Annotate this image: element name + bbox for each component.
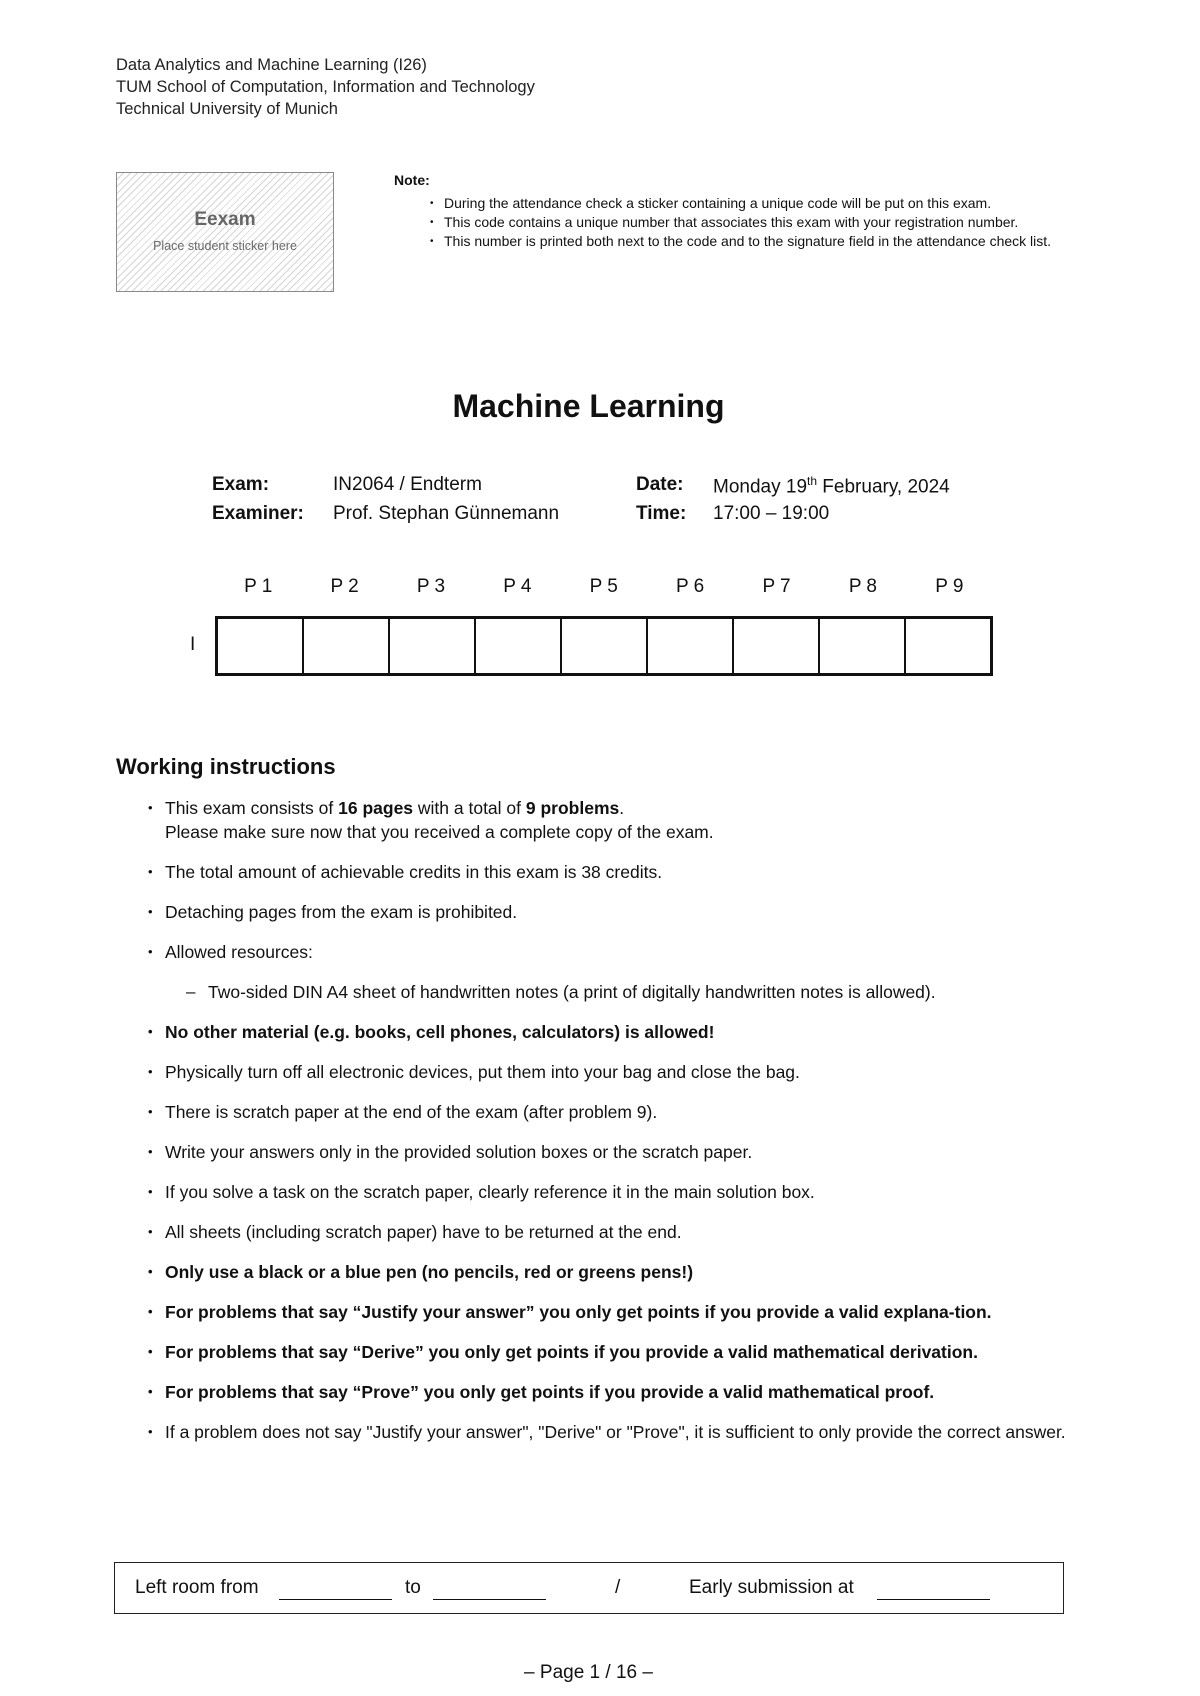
time-value: 17:00 – 19:00 [713,503,830,524]
note-item: • This number is printed both next to the code and to the signature field in the attendance check list. [394,232,1074,251]
problem-column-label: P 6 [676,576,705,597]
instruction-item: • No other material (e.g. books, cell phones, calculators) is allowed! [148,1020,1078,1044]
attendance-note [394,172,1074,251]
problem-column-label: P 1 [244,576,273,597]
exam-title: Machine Learning [452,388,725,424]
separator-slash: / [615,1577,621,1598]
page-number: – Page 1 / 16 – [524,1662,653,1683]
examiner-value: Prof. Stephan Günnemann [333,503,560,524]
examiner-label: Examiner: [212,503,304,524]
header-line-department: Data Analytics and Machine Learning (I26) [116,56,427,74]
room-leave-box [114,1562,1064,1614]
early-submission-label: Early submission at [689,1577,854,1598]
sticker-title: Eexam [194,209,256,230]
instruction-item: • For problems that say “Derive” you only get points if you provide a valid mathematical derivation. [148,1340,1078,1364]
instruction-item: • For problems that say “Justify your answer” you only get points if you provide a valid explana-tion. [148,1300,1078,1324]
problem-column-label: P 2 [330,576,359,597]
institution-header [116,54,535,120]
instruction-item: • There is scratch paper at the end of the exam (after problem 9). [148,1100,1078,1124]
points-cell [304,619,390,673]
instruction-subitem: – Two-sided DIN A4 sheet of handwritten notes (a print of digitally handwritten notes is allowed). [148,980,1078,1004]
sticker-subtitle: Place student sticker here [153,239,297,253]
instruction-item: • The total amount of achievable credits in this exam is 38 credits. [148,860,1078,884]
instruction-item: • Write your answers only in the provided solution boxes or the scratch paper. [148,1140,1078,1164]
points-cell [390,619,476,673]
instruction-list [148,796,1078,1444]
instruction-item: • If you solve a task on the scratch paper, clearly reference it in the main solution box. [148,1180,1078,1204]
points-cell [476,619,562,673]
left-room-time-field[interactable] [279,1599,392,1600]
instruction-item: • If a problem does not say "Justify your answer", "Derive" or "Prove", it is sufficient to only provide the correct answer. [148,1420,1078,1444]
note-item: • During the attendance check a sticker containing a unique code will be put on this exam. [394,194,1074,213]
instruction-item: • Physically turn off all electronic devices, put them into your bag and close the bag. [148,1060,1078,1084]
points-cell [562,619,648,673]
instruction-item: • For problems that say “Prove” you only get points if you provide a valid mathematical proof. [148,1380,1078,1404]
problem-column-label: P 3 [416,576,446,597]
points-cell [648,619,734,673]
header-line-university: Technical University of Munich [116,100,338,118]
note-title: Note: [394,172,430,188]
date-label: Date: [636,474,684,495]
exam-value: IN2064 / Endterm [333,474,482,495]
note-item: • This code contains a unique number that associates this exam with your registration number. [394,213,1074,232]
working-instructions-title: Working instructions [116,754,336,779]
points-grid-header [215,576,993,602]
points-cell [820,619,906,673]
time-label: Time: [636,503,687,524]
instruction-item: • This exam consists of 16 pages with a total of 9 problems. Please make sure now that you received a complete copy of the exam. [148,796,1078,844]
problem-column-label: P 8 [848,576,878,597]
instruction-item: • Detaching pages from the exam is prohibited. [148,900,1078,924]
problem-column-label: P 5 [589,576,618,597]
left-room-label: Left room from [135,1577,259,1598]
header-line-school: TUM School of Computation, Information and Technology [116,78,535,96]
early-submission-time-field[interactable] [877,1599,990,1600]
to-label: to [405,1577,421,1598]
student-sticker-area [116,172,334,292]
return-time-field[interactable] [433,1599,546,1600]
instruction-item: • Allowed resources: [148,940,1078,964]
problem-column-label: P 4 [503,576,532,597]
points-cell [218,619,304,673]
points-cell [906,619,990,673]
problem-column-label: P 7 [762,576,791,597]
points-grid-row-label: I [190,634,196,655]
points-cell [734,619,820,673]
date-value: Monday 19th February, 2024 [713,474,950,498]
instruction-item: • All sheets (including scratch paper) have to be returned at the end. [148,1220,1078,1244]
instruction-item: • Only use a black or a blue pen (no pencils, red or greens pens!) [148,1260,1078,1284]
exam-label: Exam: [212,474,270,495]
working-instructions [148,796,1078,1460]
note-list [394,194,1074,251]
problem-column-label: P 9 [935,576,964,597]
points-grid [215,616,993,676]
